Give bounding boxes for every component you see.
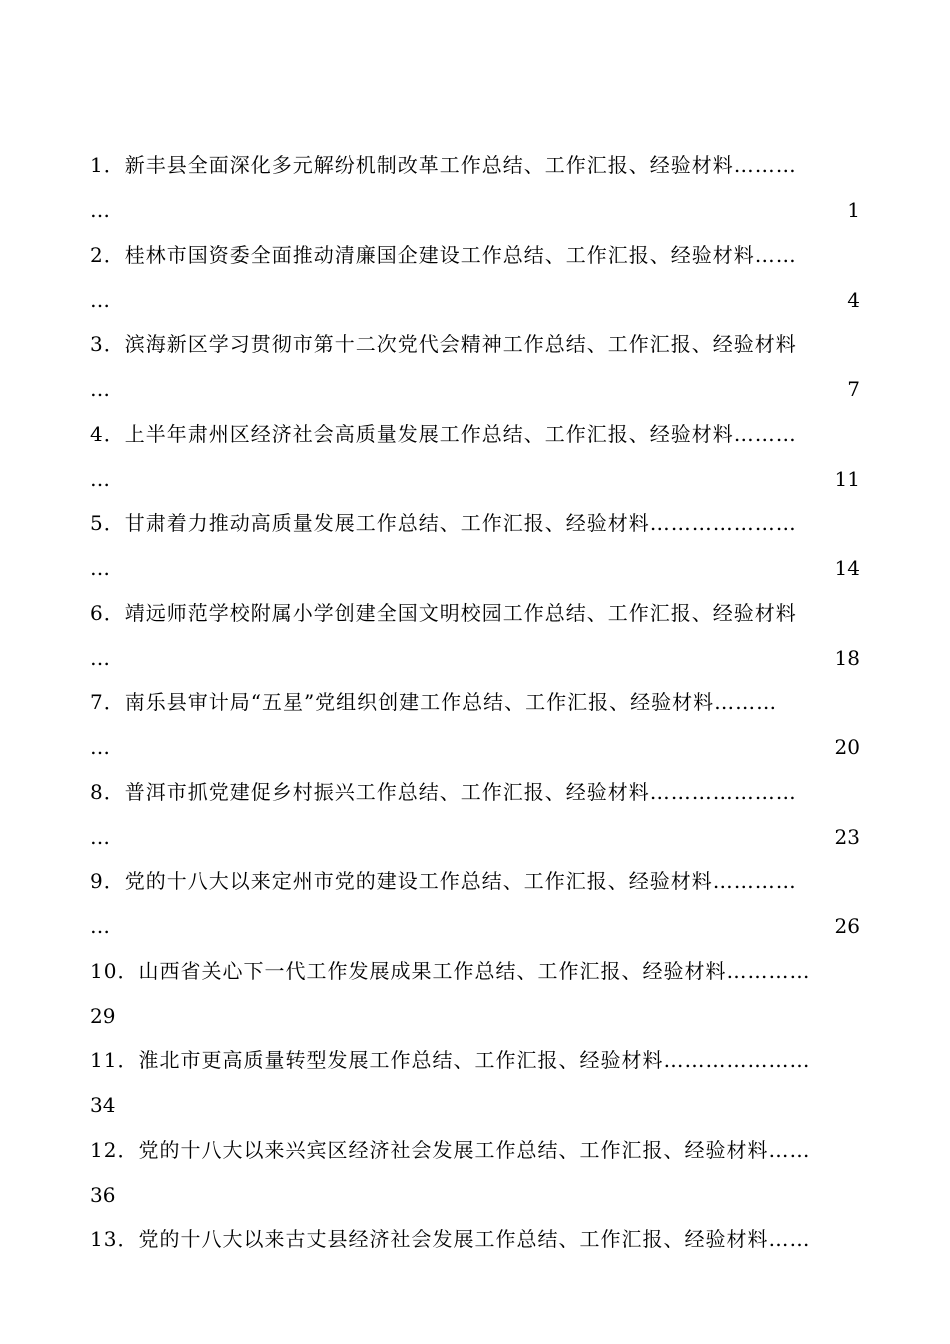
toc-entry[interactable] [90,861,860,951]
toc-leader-continuation: … [90,377,110,401]
toc-page-number: 36 [90,1182,116,1207]
toc-entry-title: 9．党的十八大以来定州市党的建设工作总结、工作汇报、经验材料………… [90,869,797,893]
toc-entry-title: 12．党的十八大以来兴宾区经济社会发展工作总结、工作汇报、经验材料…… [90,1137,811,1162]
toc-entry[interactable] [90,593,860,683]
toc-page-number: 26 [834,914,860,938]
toc-page-number: 34 [90,1093,116,1117]
toc-page-number: 29 [90,1003,116,1028]
toc-entry[interactable] [90,503,860,593]
toc-entry[interactable] [90,1130,860,1220]
table-of-contents [90,145,860,1309]
toc-entry-title: 5．甘肃着力推动高质量发展工作总结、工作汇报、经验材料………………… [90,511,797,535]
toc-leader-continuation: … [90,198,110,222]
toc-leader-continuation: … [90,914,110,938]
toc-entry-title: 7．南乐县审计局“五星”党组织创建工作总结、工作汇报、经验材料……… [90,690,778,714]
toc-leader-continuation: … [90,645,110,670]
toc-entry[interactable] [90,235,860,325]
toc-entry[interactable] [90,682,860,772]
toc-page-number: 7 [847,377,860,401]
toc-entry-title: 4．上半年肃州区经济社会高质量发展工作总结、工作汇报、经验材料……… [90,421,797,446]
toc-entry-title: 8．普洱市抓党建促乡村振兴工作总结、工作汇报、经验材料………………… [90,779,797,804]
toc-entry-title: 10．山西省关心下一代工作发展成果工作总结、工作汇报、经验材料………… [90,958,811,983]
toc-leader-continuation: … [90,735,110,759]
toc-leader-continuation: … [90,287,110,312]
toc-entry-title: 13．党的十八大以来古丈县经济社会发展工作总结、工作汇报、经验材料…… [90,1227,811,1251]
toc-page-number: 20 [834,735,860,759]
toc-entry[interactable] [90,1219,860,1309]
toc-entry-title: 11．淮北市更高质量转型发展工作总结、工作汇报、经验材料………………… [90,1048,811,1072]
toc-entry[interactable] [90,772,860,862]
toc-entry[interactable] [90,145,860,235]
toc-leader-continuation: … [90,556,110,580]
toc-page-number: 11 [834,466,860,491]
toc-entry[interactable] [90,324,860,414]
toc-page-number: 4 [847,287,860,312]
toc-entry-title: 1．新丰县全面深化多元解纷机制改革工作总结、工作汇报、经验材料……… [90,153,797,177]
toc-page-number: 1 [847,198,860,222]
toc-page-number: 23 [834,824,860,849]
toc-entry-title: 6．靖远师范学校附属小学创建全国文明校园工作总结、工作汇报、经验材料 [90,600,797,625]
toc-entry[interactable] [90,414,860,504]
toc-leader-continuation: … [90,824,110,849]
toc-page-number: 18 [834,645,860,670]
toc-entry-title: 3．滨海新区学习贯彻市第十二次党代会精神工作总结、工作汇报、经验材料 [90,332,797,356]
toc-leader-continuation: … [90,466,110,491]
toc-entry[interactable] [90,1040,860,1130]
toc-page-number: 14 [834,556,860,580]
toc-entry[interactable] [90,951,860,1041]
toc-entry-title: 2．桂林市国资委全面推动清廉国企建设工作总结、工作汇报、经验材料…… [90,242,797,267]
